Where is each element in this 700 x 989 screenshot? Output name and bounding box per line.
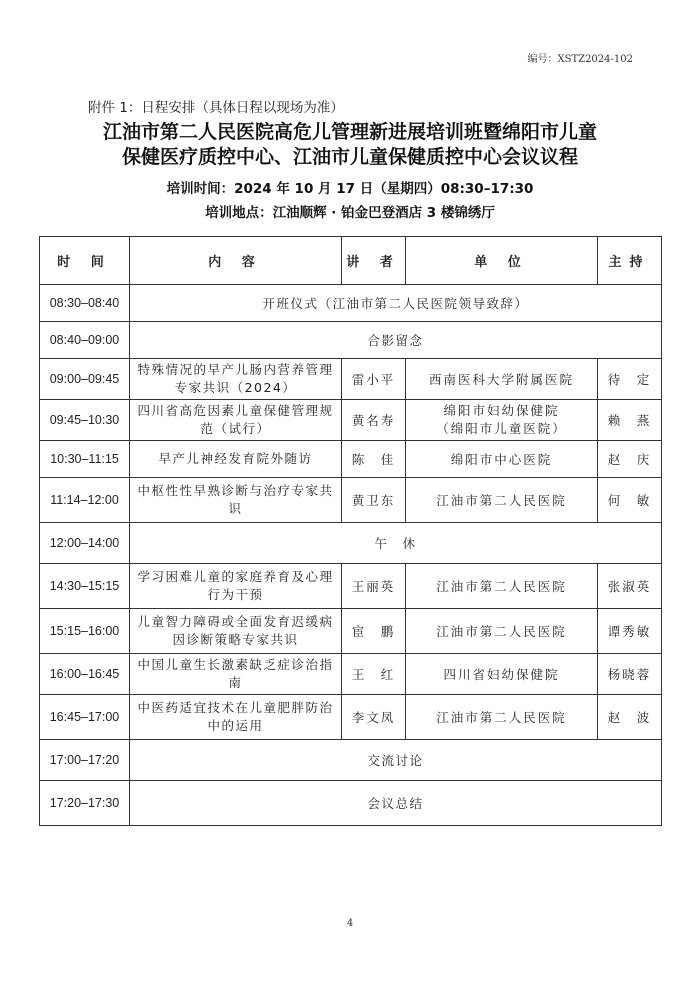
row-time: 17:00–17:20 xyxy=(40,740,130,781)
row-host: 赵 庆 xyxy=(598,441,662,478)
row-time: 16:45–17:00 xyxy=(40,695,130,740)
training-time: 培训时间：2024 年 10 月 17 日（星期四）08:30–17:30 xyxy=(166,181,534,197)
row-host: 谭秀敏 xyxy=(598,609,662,654)
row-speaker: 李文凤 xyxy=(342,695,406,740)
table-row xyxy=(40,609,662,654)
row-unit: 江油市第二人民医院 xyxy=(406,609,598,654)
page-title xyxy=(40,120,660,170)
training-place: 培训地点：江油顺辉 · 铂金巴登酒店 3 楼锦绣厅 xyxy=(205,205,495,221)
row-time: 15:15–16:00 xyxy=(40,609,130,654)
row-unit: 绵阳市中心医院 xyxy=(406,441,598,478)
table-row xyxy=(40,564,662,609)
row-speaker: 黄卫东 xyxy=(342,478,406,523)
row-time: 11:14–12:00 xyxy=(40,478,130,523)
row-speaker: 王丽英 xyxy=(342,564,406,609)
row-time: 08:30–08:40 xyxy=(40,285,130,322)
row-content: 中国儿童生长激素缺乏症诊治指南 xyxy=(130,654,342,695)
row-time: 10:30–11:15 xyxy=(40,441,130,478)
row-unit: 四川省妇幼保健院 xyxy=(406,654,598,695)
row-content: 学习困难儿童的家庭养育及心理行为干预 xyxy=(130,564,342,609)
row-span-content: 交流讨论 xyxy=(130,740,662,781)
row-unit xyxy=(406,400,598,441)
row-content: 四川省高危因素儿童保健管理规范（试行） xyxy=(130,400,342,441)
row-speaker: 黄名寿 xyxy=(342,400,406,441)
row-content: 儿童智力障碍或全面发育迟缓病因诊断策略专家共识 xyxy=(130,609,342,654)
document-number: 编号：XSTZ2024-102 xyxy=(527,54,633,65)
row-time: 09:00–09:45 xyxy=(40,359,130,400)
row-speaker: 雷小平 xyxy=(342,359,406,400)
row-span-content: 午 休 xyxy=(130,523,662,564)
row-time: 17:20–17:30 xyxy=(40,781,130,826)
row-speaker: 宦 鹏 xyxy=(342,609,406,654)
row-content: 特殊情况的早产儿肠内营养管理专家共识（2024） xyxy=(130,359,342,400)
table-row xyxy=(40,285,662,322)
table-row xyxy=(40,654,662,695)
row-host: 赵 波 xyxy=(598,695,662,740)
row-span-content: 会议总结 xyxy=(130,781,662,826)
agenda-table xyxy=(39,236,662,826)
row-content: 早产儿神经发育院外随访 xyxy=(130,441,342,478)
title-line-2: 保健医疗质控中心、江油市儿童保健质控中心会议议程 xyxy=(121,146,578,168)
row-unit: 江油市第二人民医院 xyxy=(406,478,598,523)
row-time: 14:30–15:15 xyxy=(40,564,130,609)
row-time: 09:45–10:30 xyxy=(40,400,130,441)
row-unit-line-2: （绵阳市儿童医院） xyxy=(436,421,567,436)
row-host: 张淑英 xyxy=(598,564,662,609)
row-time: 08:40–09:00 xyxy=(40,322,130,359)
row-span-content: 合影留念 xyxy=(130,322,662,359)
row-speaker: 王 红 xyxy=(342,654,406,695)
row-unit: 江油市第二人民医院 xyxy=(406,564,598,609)
header-content: 内 容 xyxy=(130,237,342,285)
table-row xyxy=(40,781,662,826)
row-host: 何 敏 xyxy=(598,478,662,523)
table-row xyxy=(40,441,662,478)
title-line-1: 江油市第二人民医院高危儿管理新进展培训班暨绵阳市儿童 xyxy=(102,121,597,143)
row-span-content: 开班仪式（江油市第二人民医院领导致辞） xyxy=(130,285,662,322)
table-row xyxy=(40,400,662,441)
table-row xyxy=(40,695,662,740)
row-time: 12:00–14:00 xyxy=(40,523,130,564)
table-row xyxy=(40,740,662,781)
row-unit: 江油市第二人民医院 xyxy=(406,695,598,740)
table-header-row xyxy=(40,237,662,285)
row-host: 赖 燕 xyxy=(598,400,662,441)
row-speaker: 陈 佳 xyxy=(342,441,406,478)
table-row xyxy=(40,322,662,359)
row-unit: 西南医科大学附属医院 xyxy=(406,359,598,400)
row-content: 中枢性性早熟诊断与治疗专家共识 xyxy=(130,478,342,523)
header-unit: 单 位 xyxy=(406,237,598,285)
page-number: 4 xyxy=(346,918,354,929)
row-content: 中医药适宜技术在儿童肥胖防治中的运用 xyxy=(130,695,342,740)
row-host: 待 定 xyxy=(598,359,662,400)
row-time: 16:00–16:45 xyxy=(40,654,130,695)
table-row xyxy=(40,359,662,400)
header-host: 主持 xyxy=(598,237,662,285)
header-time: 时 间 xyxy=(40,237,130,285)
table-row xyxy=(40,523,662,564)
row-host: 杨晓蓉 xyxy=(598,654,662,695)
header-speaker: 讲 者 xyxy=(342,237,406,285)
table-row xyxy=(40,478,662,523)
attachment-note: 附件 1：日程安排（具体日程以现场为准） xyxy=(88,100,344,116)
row-unit-line-1: 绵阳市妇幼保健院 xyxy=(443,403,560,418)
